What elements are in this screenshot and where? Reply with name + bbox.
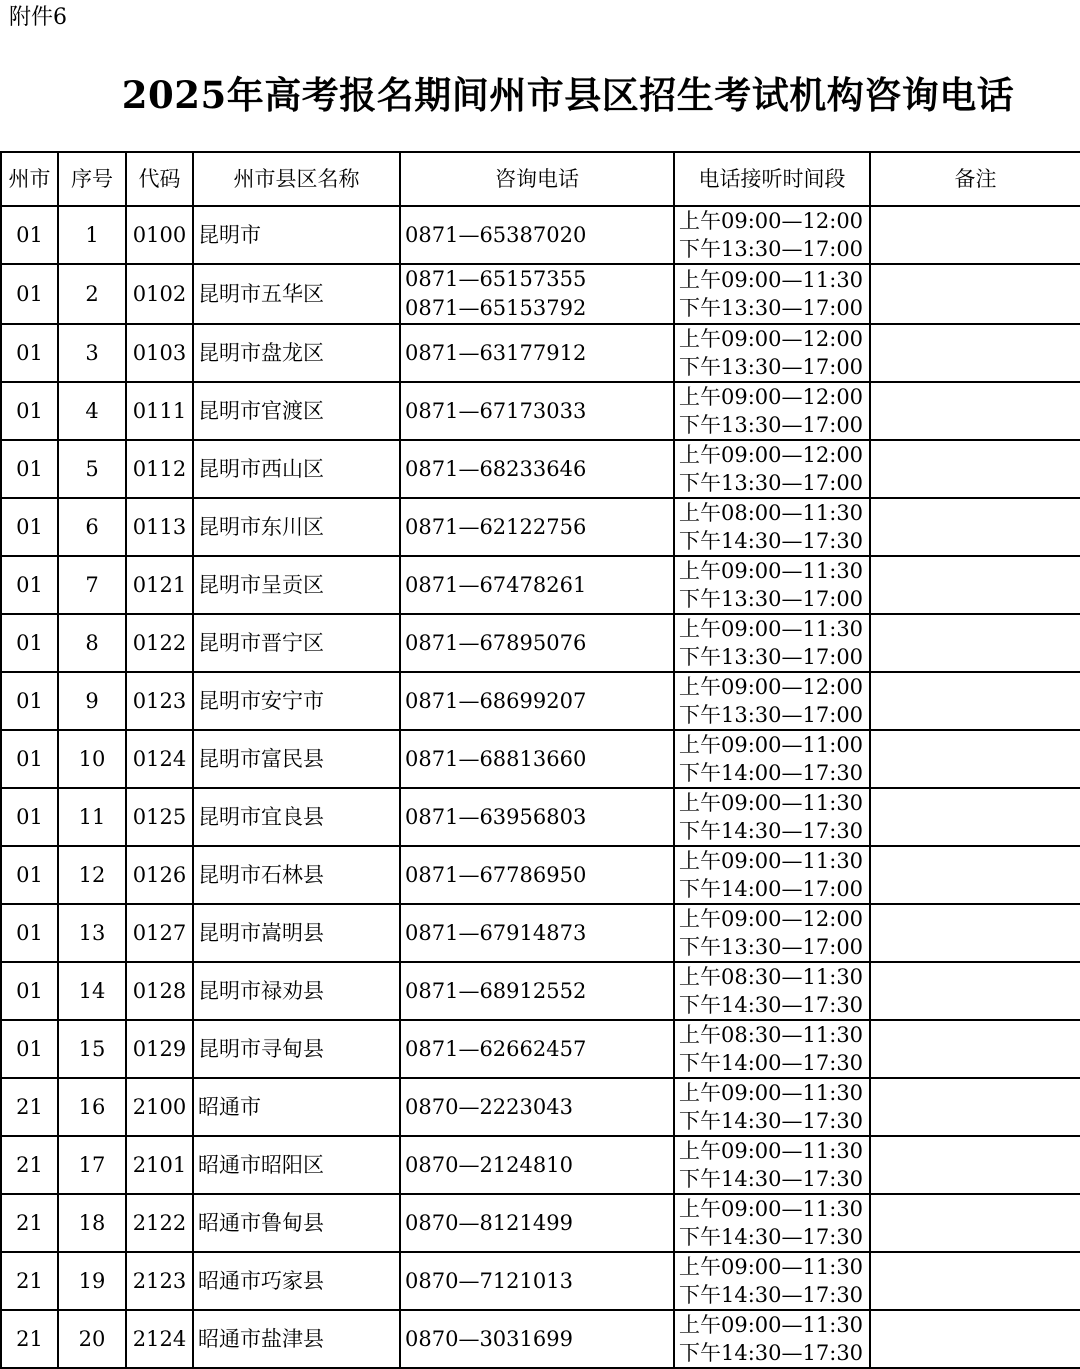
cell-note (870, 788, 1080, 846)
cell-code: 0122 (126, 614, 193, 672)
cell-name: 昆明市寻甸县 (193, 1020, 400, 1078)
cell-note (870, 904, 1080, 962)
cell-phone (400, 730, 674, 788)
cell-note (870, 672, 1080, 730)
phone-number: 0871—68813660 (405, 747, 587, 771)
cell-phone (400, 962, 674, 1020)
cell-code: 0127 (126, 904, 193, 962)
hours-afternoon: 下午14:30—17:30 (679, 1341, 864, 1365)
cell-city: 01 (1, 730, 58, 788)
cell-phone (400, 1078, 674, 1136)
phone-number: 0871—68233646 (405, 457, 587, 481)
table-row (1, 1194, 1080, 1252)
cell-phone (400, 1194, 674, 1252)
cell-seq: 1 (58, 206, 126, 264)
table-row (1, 556, 1080, 614)
cell-hours (674, 1194, 870, 1252)
cell-code: 2124 (126, 1310, 193, 1368)
cell-code: 0102 (126, 264, 193, 324)
cell-hours (674, 904, 870, 962)
cell-seq: 13 (58, 904, 126, 962)
cell-name: 昆明市盘龙区 (193, 324, 400, 382)
hours-afternoon: 下午14:30—17:30 (679, 529, 864, 553)
table-row (1, 206, 1080, 264)
cell-hours (674, 1310, 870, 1368)
cell-name: 昆明市西山区 (193, 440, 400, 498)
cell-seq: 9 (58, 672, 126, 730)
hours-morning: 上午08:30—11:30 (679, 965, 864, 989)
cell-city: 01 (1, 206, 58, 264)
cell-phone (400, 264, 674, 324)
phone-number: 0871—68699207 (405, 689, 587, 713)
cell-code: 0123 (126, 672, 193, 730)
cell-seq: 11 (58, 788, 126, 846)
cell-note (870, 1020, 1080, 1078)
cell-name: 昆明市嵩明县 (193, 904, 400, 962)
cell-name: 昆明市宜良县 (193, 788, 400, 846)
cell-name: 昆明市安宁市 (193, 672, 400, 730)
cell-code: 0100 (126, 206, 193, 264)
cell-seq: 6 (58, 498, 126, 556)
cell-phone (400, 324, 674, 382)
cell-seq: 16 (58, 1078, 126, 1136)
hours-afternoon: 下午14:00—17:30 (679, 761, 864, 785)
cell-code: 2123 (126, 1252, 193, 1310)
table-body (1, 206, 1080, 1368)
table-row (1, 1136, 1080, 1194)
cell-name: 昭通市鲁甸县 (193, 1194, 400, 1252)
cell-hours (674, 324, 870, 382)
cell-code: 2122 (126, 1194, 193, 1252)
phone-number: 0871—65387020 (405, 223, 587, 247)
cell-seq: 15 (58, 1020, 126, 1078)
cell-code: 0128 (126, 962, 193, 1020)
cell-city: 01 (1, 440, 58, 498)
phone-number: 0871—67786950 (405, 863, 587, 887)
phone-number: 0870—3031699 (405, 1327, 573, 1351)
cell-seq: 12 (58, 846, 126, 904)
cell-name: 昆明市东川区 (193, 498, 400, 556)
cell-city: 01 (1, 846, 58, 904)
cell-name: 昆明市呈贡区 (193, 556, 400, 614)
cell-hours (674, 264, 870, 324)
attachment-label: 附件6 (9, 5, 67, 30)
phone-number: 0870—2124810 (405, 1153, 573, 1177)
table-row (1, 498, 1080, 556)
phone-number: 0871—62662457 (405, 1037, 587, 1061)
phone-number: 0870—8121499 (405, 1211, 573, 1235)
cell-city: 01 (1, 382, 58, 440)
cell-city: 21 (1, 1078, 58, 1136)
hours-morning: 上午09:00—11:30 (679, 1255, 864, 1279)
cell-code: 0103 (126, 324, 193, 382)
hours-afternoon: 下午13:30—17:00 (679, 471, 864, 495)
cell-code: 0125 (126, 788, 193, 846)
hours-morning: 上午08:00—11:30 (679, 501, 864, 525)
cell-note (870, 1252, 1080, 1310)
cell-hours (674, 788, 870, 846)
table-row (1, 614, 1080, 672)
hours-morning: 上午09:00—12:00 (679, 443, 864, 467)
cell-city: 01 (1, 556, 58, 614)
hours-morning: 上午09:00—12:00 (679, 327, 864, 351)
cell-city: 01 (1, 324, 58, 382)
cell-code: 0129 (126, 1020, 193, 1078)
cell-hours (674, 382, 870, 440)
table-row (1, 264, 1080, 324)
phone-number: 0870—7121013 (405, 1269, 573, 1293)
cell-city: 21 (1, 1252, 58, 1310)
hours-morning: 上午09:00—11:30 (679, 559, 864, 583)
cell-note (870, 498, 1080, 556)
phone-number: 0871—67895076 (405, 631, 587, 655)
cell-phone (400, 846, 674, 904)
hours-afternoon: 下午14:30—17:30 (679, 1109, 864, 1133)
cell-seq: 4 (58, 382, 126, 440)
hours-morning: 上午09:00—11:30 (679, 1081, 864, 1105)
cell-seq: 14 (58, 962, 126, 1020)
cell-phone (400, 556, 674, 614)
cell-code: 0113 (126, 498, 193, 556)
phone-number: 0871—67173033 (405, 399, 587, 423)
hours-morning: 上午09:00—11:30 (679, 1197, 864, 1221)
cell-note (870, 1310, 1080, 1368)
cell-code: 0121 (126, 556, 193, 614)
header-note: 备注 (870, 152, 1080, 206)
cell-city: 21 (1, 1310, 58, 1368)
hours-morning: 上午09:00—11:30 (679, 268, 864, 292)
cell-name: 昭通市昭阳区 (193, 1136, 400, 1194)
cell-city: 01 (1, 672, 58, 730)
cell-phone (400, 904, 674, 962)
cell-seq: 20 (58, 1310, 126, 1368)
header-city: 州市 (1, 152, 58, 206)
cell-hours (674, 1078, 870, 1136)
hours-afternoon: 下午14:00—17:30 (679, 1051, 864, 1075)
hours-afternoon: 下午13:30—17:00 (679, 237, 864, 261)
cell-phone (400, 1310, 674, 1368)
hours-morning: 上午09:00—12:00 (679, 675, 864, 699)
cell-note (870, 440, 1080, 498)
hours-morning: 上午09:00—11:30 (679, 1139, 864, 1163)
phone-number: 0871—68912552 (405, 979, 587, 1003)
header-hours: 电话接听时间段 (674, 152, 870, 206)
cell-note (870, 846, 1080, 904)
cell-name: 昆明市五华区 (193, 264, 400, 324)
hours-morning: 上午09:00—11:00 (679, 733, 864, 757)
table-row (1, 1078, 1080, 1136)
phone-number: 0871—67914873 (405, 921, 587, 945)
cell-city: 01 (1, 962, 58, 1020)
contact-table (0, 151, 1080, 1369)
cell-city: 21 (1, 1136, 58, 1194)
hours-afternoon: 下午13:30—17:00 (679, 296, 864, 320)
cell-name: 昆明市石林县 (193, 846, 400, 904)
cell-seq: 17 (58, 1136, 126, 1194)
table-row (1, 382, 1080, 440)
table-row (1, 440, 1080, 498)
table-row (1, 672, 1080, 730)
cell-name: 昭通市巧家县 (193, 1252, 400, 1310)
cell-seq: 19 (58, 1252, 126, 1310)
hours-morning: 上午09:00—11:30 (679, 1313, 864, 1337)
hours-afternoon: 下午13:30—17:00 (679, 645, 864, 669)
cell-name: 昆明市晋宁区 (193, 614, 400, 672)
cell-phone (400, 1252, 674, 1310)
cell-phone (400, 788, 674, 846)
cell-hours (674, 846, 870, 904)
phone-number: 0871—62122756 (405, 515, 587, 539)
table-row (1, 962, 1080, 1020)
hours-afternoon: 下午14:30—17:30 (679, 1283, 864, 1307)
cell-seq: 2 (58, 264, 126, 324)
cell-phone (400, 206, 674, 264)
cell-code: 0112 (126, 440, 193, 498)
header-code: 代码 (126, 152, 193, 206)
cell-city: 01 (1, 264, 58, 324)
cell-hours (674, 730, 870, 788)
table-row (1, 324, 1080, 382)
phone-number: 0871—63177912 (405, 341, 587, 365)
cell-name: 昆明市富民县 (193, 730, 400, 788)
hours-morning: 上午09:00—11:30 (679, 791, 864, 815)
cell-city: 01 (1, 904, 58, 962)
cell-seq: 7 (58, 556, 126, 614)
cell-hours (674, 1020, 870, 1078)
hours-afternoon: 下午13:30—17:00 (679, 355, 864, 379)
cell-phone (400, 498, 674, 556)
hours-afternoon: 下午13:30—17:00 (679, 413, 864, 437)
table-header-row (1, 152, 1080, 206)
table-row (1, 1310, 1080, 1368)
phone-number: 0871—65157355 (405, 267, 587, 291)
hours-afternoon: 下午14:30—17:30 (679, 819, 864, 843)
phone-number: 0871—67478261 (405, 573, 587, 597)
phone-number: 0871—65153792 (405, 296, 587, 320)
hours-morning: 上午09:00—12:00 (679, 385, 864, 409)
hours-morning: 上午09:00—12:00 (679, 209, 864, 233)
table-row (1, 730, 1080, 788)
hours-morning: 上午09:00—11:30 (679, 849, 864, 873)
cell-city: 01 (1, 498, 58, 556)
cell-seq: 5 (58, 440, 126, 498)
cell-hours (674, 614, 870, 672)
cell-phone (400, 1136, 674, 1194)
cell-name: 昆明市官渡区 (193, 382, 400, 440)
table-row (1, 788, 1080, 846)
cell-phone (400, 672, 674, 730)
cell-note (870, 1078, 1080, 1136)
cell-code: 0111 (126, 382, 193, 440)
cell-name: 昆明市禄劝县 (193, 962, 400, 1020)
cell-hours (674, 498, 870, 556)
cell-hours (674, 962, 870, 1020)
cell-phone (400, 614, 674, 672)
cell-note (870, 962, 1080, 1020)
cell-note (870, 264, 1080, 324)
header-seq: 序号 (58, 152, 126, 206)
hours-morning: 上午09:00—12:00 (679, 907, 864, 931)
cell-phone (400, 1020, 674, 1078)
cell-seq: 8 (58, 614, 126, 672)
table-row (1, 904, 1080, 962)
hours-morning: 上午08:30—11:30 (679, 1023, 864, 1047)
cell-note (870, 324, 1080, 382)
cell-code: 2101 (126, 1136, 193, 1194)
document-title: 2025年高考报名期间州市县区招生考试机构咨询电话 (121, 73, 1015, 117)
cell-code: 2100 (126, 1078, 193, 1136)
hours-afternoon: 下午14:30—17:30 (679, 1225, 864, 1249)
hours-afternoon: 下午13:30—17:00 (679, 935, 864, 959)
phone-number: 0870—2223043 (405, 1095, 573, 1119)
hours-morning: 上午09:00—11:30 (679, 617, 864, 641)
cell-hours (674, 672, 870, 730)
cell-seq: 18 (58, 1194, 126, 1252)
hours-afternoon: 下午13:30—17:00 (679, 587, 864, 611)
table-row (1, 1020, 1080, 1078)
cell-hours (674, 1252, 870, 1310)
table-row (1, 846, 1080, 904)
cell-note (870, 1194, 1080, 1252)
cell-name: 昭通市盐津县 (193, 1310, 400, 1368)
cell-seq: 10 (58, 730, 126, 788)
cell-hours (674, 556, 870, 614)
cell-note (870, 1136, 1080, 1194)
phone-number: 0871—63956803 (405, 805, 587, 829)
cell-code: 0124 (126, 730, 193, 788)
cell-city: 01 (1, 788, 58, 846)
cell-phone (400, 382, 674, 440)
hours-afternoon: 下午14:00—17:00 (679, 877, 864, 901)
cell-note (870, 556, 1080, 614)
cell-note (870, 382, 1080, 440)
cell-seq: 3 (58, 324, 126, 382)
cell-hours (674, 206, 870, 264)
cell-name: 昭通市 (193, 1078, 400, 1136)
cell-phone (400, 440, 674, 498)
cell-note (870, 730, 1080, 788)
cell-note (870, 614, 1080, 672)
hours-afternoon: 下午13:30—17:00 (679, 703, 864, 727)
hours-afternoon: 下午14:30—17:30 (679, 993, 864, 1017)
cell-city: 01 (1, 614, 58, 672)
table-row (1, 1252, 1080, 1310)
cell-hours (674, 1136, 870, 1194)
cell-code: 0126 (126, 846, 193, 904)
cell-city: 01 (1, 1020, 58, 1078)
cell-hours (674, 440, 870, 498)
header-name: 州市县区名称 (193, 152, 400, 206)
header-phone: 咨询电话 (400, 152, 674, 206)
cell-note (870, 206, 1080, 264)
hours-afternoon: 下午14:30—17:30 (679, 1167, 864, 1191)
cell-name: 昆明市 (193, 206, 400, 264)
cell-city: 21 (1, 1194, 58, 1252)
